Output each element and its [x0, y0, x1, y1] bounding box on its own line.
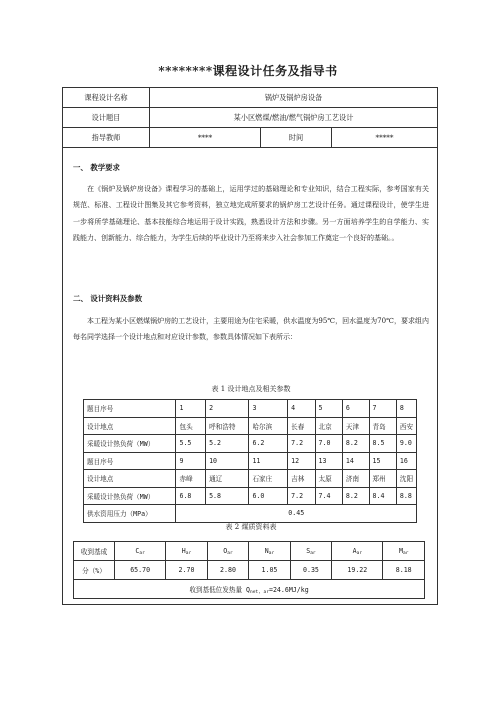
table2-value: 2.70	[166, 561, 207, 580]
table2-value: 19.22	[332, 561, 383, 580]
table1-cell: 赤峰	[176, 470, 206, 488]
table1-cell: 9	[176, 452, 206, 470]
table1-cell: 7.2	[288, 487, 315, 505]
table2-header-row	[74, 542, 425, 561]
time-label: 时间	[261, 128, 332, 148]
table1-cell: 1	[176, 400, 206, 418]
table2-component-header: $M_{ar}$	[383, 542, 425, 561]
table1-cell: 5.2	[206, 435, 249, 453]
table1-row-label: 采暖设计热负荷（MW）	[84, 487, 176, 505]
table2-footer-row	[74, 580, 425, 599]
table1-caption: 表 1 设计地点及相关参数	[211, 385, 291, 393]
table1-cell: 西安	[396, 417, 416, 435]
table2-component-header: $N_{ar}$	[249, 542, 290, 561]
table1-cell: 8.8	[396, 487, 416, 505]
table1-cell: 济南	[342, 470, 369, 488]
table1-cell: 哈尔滨	[249, 417, 288, 435]
table2-value: 2.80	[207, 561, 248, 580]
table1-cell: 包头	[176, 417, 206, 435]
table1-cell: 石家庄	[249, 470, 288, 488]
table1-cell: 15	[369, 452, 396, 470]
header-row-course	[63, 88, 438, 108]
table1-cell: 11	[249, 452, 288, 470]
course-name-label: 课程设计名称	[63, 88, 150, 108]
header-table	[62, 87, 438, 148]
table2-value: 1.05	[249, 561, 290, 580]
heating-value: 收到基低位发热量 $Q_{net, ar}=24.6MJ/kg$	[74, 580, 425, 599]
table1-cell: 12	[288, 452, 315, 470]
header-row-topic	[63, 108, 438, 128]
table1-row	[84, 452, 417, 470]
section1-text: 在《锅炉及锅炉房设备》课程学习的基础上，运用学过的基础理论和专业知识，结合工程实际，参考国家有关规范、标准、工程设计图集及其它参考资料，独立地完成所要求的锅炉房工艺设计任务。通过课程设计，使学生进一步将所学基础理论、基本技能综合地运用于设计实践，熟悉设计方法和步骤。另一方面培养学生的自学能力、实践能力、创新能力、综合能力，为学生后续的毕业设计乃至将来步入社会参加工作奠定一个良好的基础。。	[73, 185, 429, 242]
content-box	[62, 145, 438, 605]
teacher-value: ****	[150, 128, 261, 148]
table2-component-header: $C_{ar}$	[115, 542, 166, 561]
table1-row	[84, 400, 417, 418]
table2-caption: 表 2 煤质资料表	[225, 523, 277, 531]
table1-cell: 6	[342, 400, 369, 418]
topic-label: 设计题目	[63, 108, 150, 128]
table1-row	[84, 435, 417, 453]
table2-value: 65.70	[115, 561, 166, 580]
table2-component-header: $A_{ar}$	[332, 542, 383, 561]
table1-row-label: 题目序号	[84, 452, 176, 470]
table1-cell: 7.0	[315, 435, 342, 453]
table1-row-label: 采暖设计热负荷（MW）	[84, 435, 176, 453]
table2-row-label-unit: 分（%）	[74, 561, 115, 580]
table1-cell: 郑州	[369, 470, 396, 488]
table2-value-row	[74, 561, 425, 580]
table1-cell: 吉林	[288, 470, 315, 488]
table2-component-header: $S_{ar}$	[290, 542, 331, 561]
table1-cell: 6.2	[249, 435, 288, 453]
table1-cell: 通辽	[206, 470, 249, 488]
table2-row-label: 收到基成	[74, 542, 115, 561]
table1-cell: 3	[249, 400, 288, 418]
table1-cell: 6.8	[176, 487, 206, 505]
table1-cell: 北京	[315, 417, 342, 435]
table1-row-label: 题目序号	[84, 400, 176, 418]
table2-value: 8.18	[383, 561, 425, 580]
table1-cell: 天津	[342, 417, 369, 435]
table1-cell: 14	[342, 452, 369, 470]
table1-cell: 7	[369, 400, 396, 418]
time-value: *****	[332, 128, 438, 148]
coal-quality-table	[73, 541, 425, 599]
table1-cell: 沈阳	[396, 470, 416, 488]
table1-row-label: 设计地点	[84, 417, 176, 435]
table1-row-label: 设计地点	[84, 470, 176, 488]
table2-value: 0.35	[290, 561, 331, 580]
pressure-value: 0.45	[176, 505, 417, 523]
table1-cell: 5.5	[176, 435, 206, 453]
table1-cell: 8	[396, 400, 416, 418]
course-name-value: 锅炉及锅炉房设备	[150, 88, 438, 108]
table1-cell: 长春	[288, 417, 315, 435]
table2-component-header: $H_{ar}$	[166, 542, 207, 561]
site-parameters-table	[83, 399, 417, 523]
table1-cell: 7.2	[288, 435, 315, 453]
table1-cell: 6.0	[249, 487, 288, 505]
table1-cell: 2	[206, 400, 249, 418]
teacher-label: 指导教师	[63, 128, 150, 148]
table1-row	[84, 417, 417, 435]
table1-cell: 5.8	[206, 487, 249, 505]
table1-cell: 13	[315, 452, 342, 470]
table1-cell: 4	[288, 400, 315, 418]
table1-cell: 8.5	[369, 435, 396, 453]
table1-cell: 9.0	[396, 435, 416, 453]
section1-heading: 一、 教学要求	[73, 163, 120, 172]
section2-text: 本工程为某小区燃煤锅炉房的工艺设计，主要用途为住宅采暖，供水温度为95℃，回水温度为70℃，要求组内每名同学选择一个设计地点和对应设计参数，参数具体情况如下表所示：	[73, 317, 429, 342]
table1-cell: 呼和浩特	[206, 417, 249, 435]
table1-cell: 7.4	[315, 487, 342, 505]
table2-component-header: $O_{ar}$	[207, 542, 248, 561]
table1-cell: 太原	[315, 470, 342, 488]
table1-cell: 8.2	[342, 487, 369, 505]
table1-cell: 8.2	[342, 435, 369, 453]
table1-cell: 16	[396, 452, 416, 470]
table1-row	[84, 470, 417, 488]
topic-value: 某小区燃煤/燃油/燃气锅炉房工艺设计	[150, 108, 438, 128]
table1-cell: 10	[206, 452, 249, 470]
table1-row	[84, 487, 417, 505]
section2-heading: 二、 设计资料及参数	[73, 294, 143, 303]
table1-pressure-row	[84, 505, 417, 523]
pressure-label: 供水资用压力（MPa）	[84, 505, 176, 523]
document-title: ********课程设计任务及指导书	[158, 64, 338, 78]
table1-cell: 青岛	[369, 417, 396, 435]
table1-cell: 5	[315, 400, 342, 418]
table1-cell: 8.4	[369, 487, 396, 505]
